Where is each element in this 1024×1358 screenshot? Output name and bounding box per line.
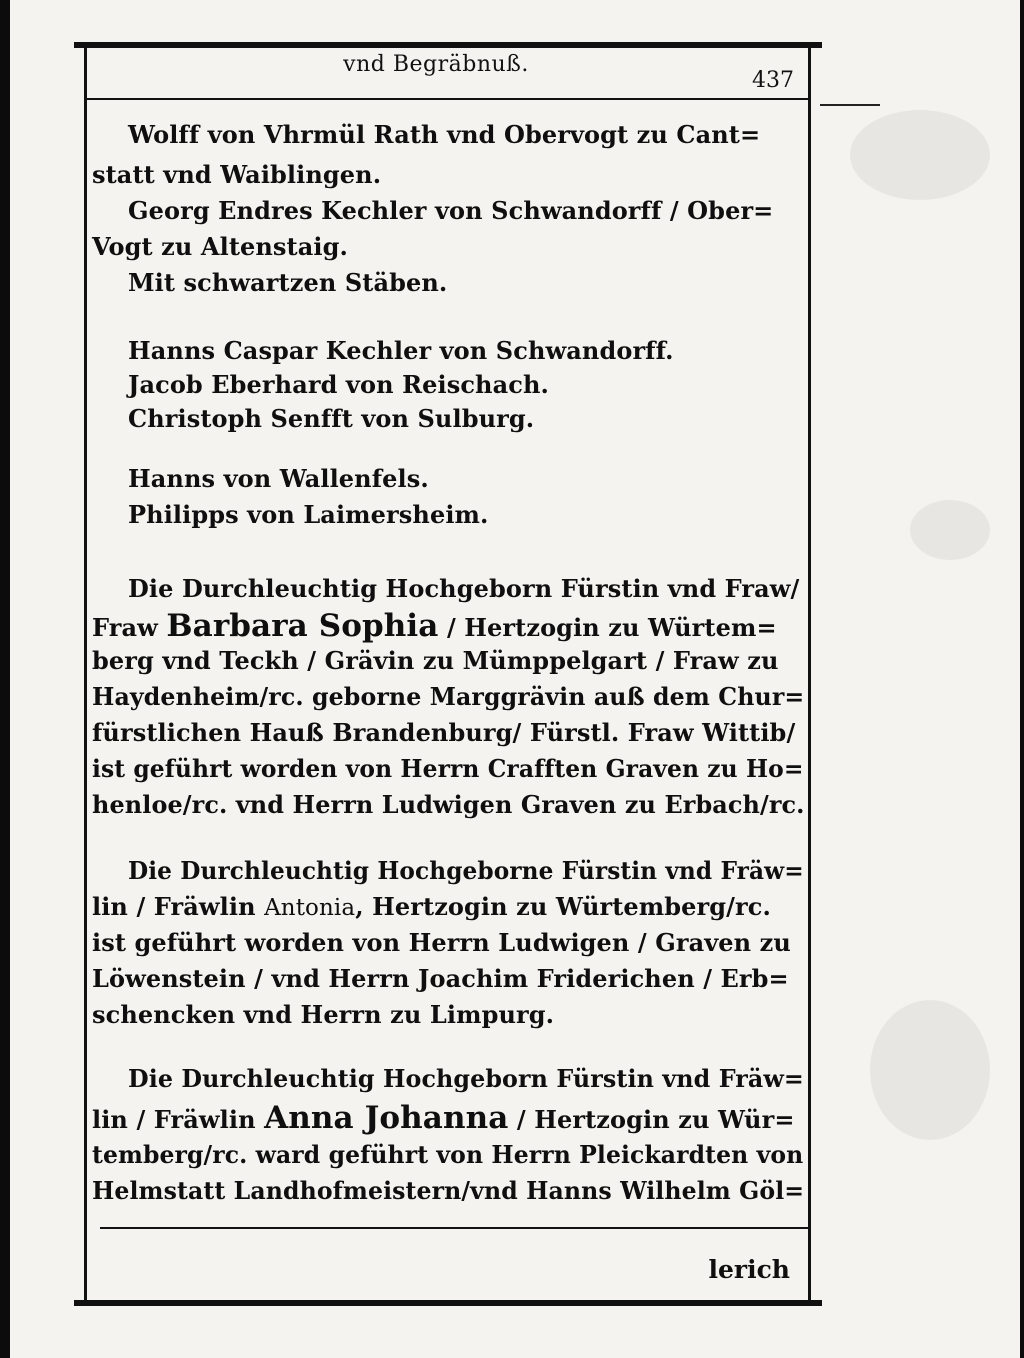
- name-highlight: Anna Johanna: [264, 1100, 509, 1136]
- text-line: Die Durchleuchtig Hochgeborn Fürstin vnd Fraw/: [128, 574, 800, 603]
- text-line: henloe/rc. vnd Herrn Ludwigen Graven zu Erbach/rc.: [92, 790, 805, 819]
- text-line: ist geführt worden von Herrn Crafften Graven zu Ho=: [92, 754, 804, 783]
- text-line: berg vnd Teckh / Grävin zu Mümppelgart / Fraw zu: [92, 646, 779, 675]
- header-rule: [84, 98, 808, 100]
- text-line: Christoph Senfft von Sulburg.: [128, 404, 535, 433]
- text-fragment: / Hertzogin zu Wür=: [516, 1105, 795, 1134]
- page-stain: [850, 110, 990, 200]
- bottom-rule: [74, 1300, 822, 1306]
- text-line: schencken vnd Herrn zu Limpurg.: [92, 1000, 555, 1029]
- page-stain: [910, 500, 990, 560]
- text-line: statt vnd Waiblingen.: [92, 160, 382, 189]
- running-title: vnd Begräbnuß.: [343, 52, 529, 77]
- text-line: [92, 892, 771, 921]
- top-rule: [74, 42, 822, 48]
- text-line: Georg Endres Kechler von Schwandorff / Ober=: [128, 196, 774, 225]
- text-fragment: Fraw: [92, 613, 158, 642]
- text-line: [92, 1100, 795, 1136]
- page-stain: [870, 1000, 990, 1140]
- text-line: temberg/rc. ward geführt von Herrn Pleickardten von: [92, 1140, 804, 1169]
- left-rule: [84, 42, 87, 1306]
- margin-rule: [820, 104, 880, 106]
- page-number: 437: [752, 68, 794, 93]
- text-line: fürstlichen Hauß Brandenburg/ Fürstl. Fraw Wittib/: [92, 718, 796, 747]
- section-heading: Mit schwartzen Stäben.: [128, 268, 448, 297]
- footer-rule: [100, 1227, 808, 1229]
- text-fragment: , Hertzogin zu Würtemberg/rc.: [355, 892, 771, 921]
- text-line: Hanns Caspar Kechler von Schwandorff.: [128, 336, 674, 365]
- name-highlight: Antonia: [264, 895, 356, 921]
- text-line: Hanns von Wallenfels.: [128, 464, 429, 493]
- text-line: Haydenheim/rc. geborne Marggrävin auß dem Chur=: [92, 682, 805, 711]
- text-line: [92, 608, 777, 644]
- text-line: Philipps von Laimersheim.: [128, 500, 489, 529]
- text-fragment: lin / Fräwlin: [92, 892, 256, 921]
- text-line: Helmstatt Landhofmeistern/vnd Hanns Wilhelm Göl=: [92, 1176, 805, 1205]
- text-line: Wolff von Vhrmül Rath vnd Obervogt zu Cant=: [128, 120, 761, 149]
- text-line: Löwenstein / vnd Herrn Joachim Friderichen / Erb=: [92, 964, 789, 993]
- text-line: Die Durchleuchtig Hochgeborne Fürstin vnd Fräw=: [128, 856, 804, 885]
- text-line: Vogt zu Altenstaig.: [92, 232, 348, 261]
- name-highlight: Barbara Sophia: [166, 608, 439, 644]
- right-rule: [808, 42, 811, 1306]
- text-line: ist geführt worden von Herrn Ludwigen / Graven zu: [92, 928, 791, 957]
- text-line: Die Durchleuchtig Hochgeborn Fürstin vnd Fräw=: [128, 1064, 804, 1093]
- book-page: [10, 0, 1020, 1358]
- catchword: lerich: [708, 1255, 790, 1284]
- text-fragment: / Hertzogin zu Würtem=: [446, 613, 777, 642]
- text-line: Jacob Eberhard von Reischach.: [128, 370, 549, 399]
- text-fragment: lin / Fräwlin: [92, 1105, 256, 1134]
